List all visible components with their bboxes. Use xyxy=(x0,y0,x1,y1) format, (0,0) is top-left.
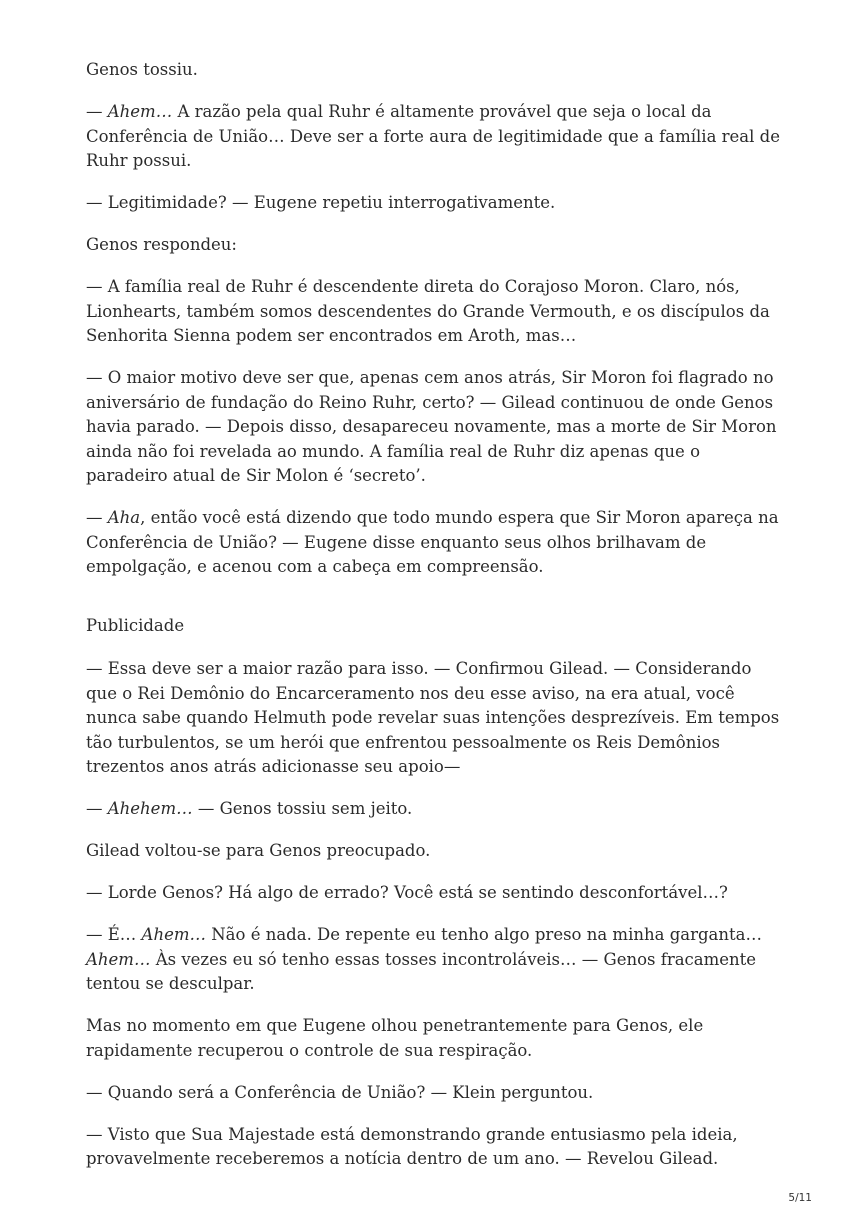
text-segment: Genos respondeu: xyxy=(86,235,237,254)
text-segment: , então você está dizendo que todo mundo espera que Sir Moron apareça na Conferência de União? — Eugene disse enquanto seus olhos brilhavam de empolgação, e acenou com a cabeça em compreensão. xyxy=(86,508,779,576)
text-segment: Publicidade xyxy=(86,615,185,635)
paragraph xyxy=(86,1123,786,1172)
document-body xyxy=(86,58,786,1172)
paragraph xyxy=(86,233,786,258)
text-segment: A razão pela qual Ruhr é altamente provável que seja o local da Conferência de União… Deve ser a forte aura de legitimidade que a família real de Ruhr possui. xyxy=(86,102,780,170)
text-segment: Gilead voltou-se para Genos preocupado. xyxy=(86,841,431,860)
advertisement-label xyxy=(86,614,786,639)
text-segment: Às vezes eu só tenho essas tosses incontroláveis… — Genos fracamente tentou se desculpar. xyxy=(86,949,757,993)
italic-text: Ahem… xyxy=(141,925,206,944)
paragraph xyxy=(86,1081,786,1106)
paragraph xyxy=(86,797,786,822)
paragraph xyxy=(86,191,786,216)
paragraph xyxy=(86,1014,786,1063)
italic-text: Ahehem… xyxy=(107,799,193,818)
text-segment: — A família real de Ruhr é descendente direta do Corajoso Moron. Claro, nós, Lionhearts, também somos descendentes do Grande Vermouth, e os discípulos da Senhorita Sienna podem ser encontrados em Aroth, mas… xyxy=(86,277,770,345)
paragraph xyxy=(86,58,786,83)
text-segment: Não é nada. De repente eu tenho algo preso na minha garganta… xyxy=(206,925,762,944)
italic-text: Aha xyxy=(107,508,141,527)
text-segment: — O maior motivo deve ser que, apenas cem anos atrás, Sir Moron foi flagrado no aniversário de fundação do Reino Ruhr, certo? — Gilead continuou de onde Genos havia parado. — Depois disso, desapareceu novamente, mas a morte de Sir Moron ainda não foi revelada ao mundo. A família real de Ruhr diz apenas que o paradeiro atual de Sir Molon é ‘secreto’. xyxy=(86,368,777,485)
text-segment: — Essa deve ser a maior razão para isso. — Confirmou Gilead. — Considerando que o Rei Demônio do Encarceramento nos deu esse aviso, na era atual, você nunca sabe quando Helmuth pode revelar suas intenções desprezíveis. Em tempos tão turbulentos, se um herói que enfrentou pessoalmente os Reis Demônios trezentos anos atrás adicionasse seu apoio— xyxy=(86,659,780,776)
text-segment: — Legitimidade? — Eugene repetiu interrogativamente. xyxy=(86,193,556,212)
paragraph xyxy=(86,506,786,580)
paragraph xyxy=(86,100,786,174)
text-segment: — Genos tossiu sem jeito. xyxy=(192,799,413,818)
text-segment: Genos tossiu. xyxy=(86,60,198,79)
paragraph xyxy=(86,881,786,906)
paragraph xyxy=(86,366,786,489)
text-segment: Mas no momento em que Eugene olhou penetrantemente para Genos, ele rapidamente recuperou o controle de sua respiração. xyxy=(86,1016,704,1060)
paragraph xyxy=(86,657,786,780)
text-segment: — Lorde Genos? Há algo de errado? Você está se sentindo desconfortável…? xyxy=(86,883,728,902)
paragraph xyxy=(86,275,786,349)
text-segment: — Visto que Sua Majestade está demonstrando grande entusiasmo pela ideia, provavelmente receberemos a notícia dentro de um ano. — Revelou Gilead. xyxy=(86,1124,738,1168)
text-segment: — Quando será a Conferência de União? — Klein perguntou. xyxy=(86,1082,594,1102)
text-segment: — xyxy=(86,799,108,818)
text-segment: — É… xyxy=(86,925,142,944)
paragraph xyxy=(86,839,786,864)
paragraph xyxy=(86,923,786,997)
page-number: 5/11 xyxy=(788,1192,812,1204)
italic-text: Ahem… xyxy=(107,102,173,121)
italic-text: Ahem… xyxy=(86,949,151,969)
text-segment: — xyxy=(86,102,108,121)
text-segment: — xyxy=(86,508,108,527)
